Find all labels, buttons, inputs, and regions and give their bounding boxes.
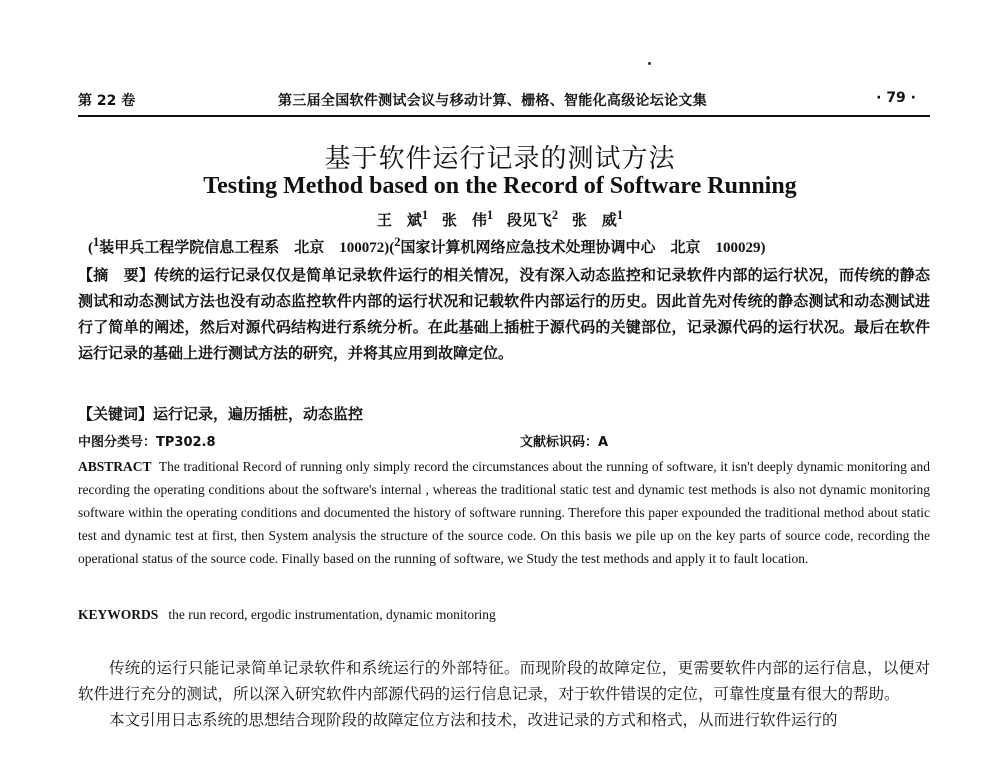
paragraph: 本文引用日志系统的思想结合现阶段的故障定位方法和技术，改进记录的方式和格式，从而进行软件运行的 [109, 711, 838, 729]
author-sup: 2 [551, 208, 559, 222]
abstract-label: 【摘 要】 [78, 266, 155, 284]
abstract-en-label: ABSTRACT [78, 459, 152, 474]
page-number: · 79 · [876, 90, 916, 106]
author-name: 张 威 [571, 213, 617, 229]
author-name: 张 伟 [441, 213, 487, 229]
author-sup: 1 [421, 208, 429, 222]
affiliations: ($^1$装甲兵工程学院信息工程系 北京 100072)($^2$国家计算机网络应急技术处理协调中心 北京 100029) [88, 235, 766, 256]
header-rule [78, 115, 930, 117]
volume-label: 第 22 卷 [78, 93, 136, 109]
author-list [0, 208, 1000, 230]
keywords-english [78, 607, 930, 623]
title-english: Testing Method based on the Record of Software Running [203, 173, 797, 199]
affil-sup: 1 [93, 235, 100, 249]
abstract-en-text: The traditional Record of running only simply record the circumstances about the running of software, it isn't deeply dynamic monitoring and recording the operating conditions about the software's internal , whereas the traditional static test and dynamic test methods is also not dynamic monitoring software within the operating conditions and documented the history of software running. Therefore this paper expounded the traditional method about static test and dynamic test at first, then System analysis the structure of the source code. On this basis we pile up on the key parts of source code, recording the operational status of the source code. Finally based on the running of software, we Study the test methods and apply it to fault location. [78, 459, 930, 566]
clc-label: 中图分类号： [78, 435, 157, 450]
author-sup: 1 [486, 208, 494, 222]
keywords-chinese [78, 403, 930, 424]
clc-value: TP302.8 [156, 435, 216, 450]
abstract-chinese [78, 262, 930, 367]
abstract-english [78, 455, 930, 570]
abstract-text: 传统的运行记录仅仅是简单记录软件运行的相关情况，没有深入动态监控和记录软件内部的运行状况，而传统的静态测试和动态测试方法也没有动态监控软件内部的运行状况和记载软件内部运行的历史。因此首先对传统的静态测试和动态测试进行了简单的阐述，然后对源代码结构进行系统分析。在此基础上插桩于源代码的关键部位，记录源代码的运行状况。最后在软件运行记录的基础上进行测试方法的研究，并将其应用到故障定位。 [78, 268, 930, 362]
affil-sup: 2 [394, 235, 401, 249]
body-text [78, 655, 930, 733]
doc-code-value: A [598, 435, 609, 450]
author-sup: 1 [616, 208, 624, 222]
conference-title: 第三届全国软件测试会议与移动计算、栅格、智能化高级论坛论文集 [278, 93, 707, 109]
keywords-label: 【关键词】 [78, 405, 154, 423]
keywords-en-label: KEYWORDS [78, 607, 159, 622]
author-name: 段见飞 [506, 213, 552, 229]
affiliation-2: 国家计算机网络应急技术处理协调中心 北京 100029) [400, 240, 766, 256]
keywords-text: 运行记录，遍历插桩，动态监控 [153, 407, 364, 423]
doc-code-label: 文献标识码： [520, 435, 599, 450]
classification-row [78, 431, 930, 450]
title-chinese: 基于软件运行记录的测试方法 [324, 144, 676, 174]
affiliation-1: 装甲兵工程学院信息工程系 北京 100072)( [99, 240, 395, 256]
stray-mark [648, 62, 651, 65]
paragraph: 传统的运行只能记录简单记录软件和系统运行的外部特征。而现阶段的故障定位，更需要软件内部的运行信息，以便对软件进行充分的测试，所以深入研究软件内部源代码的运行信息记录，对于软件错误的定位，可靠性度量有很大的帮助。 [78, 659, 930, 703]
author-name: 王 斌 [376, 213, 422, 229]
running-header [78, 88, 930, 112]
doc-code [520, 431, 608, 450]
keywords-en-text: the run record, ergodic instrumentation, dynamic monitoring [168, 607, 496, 622]
